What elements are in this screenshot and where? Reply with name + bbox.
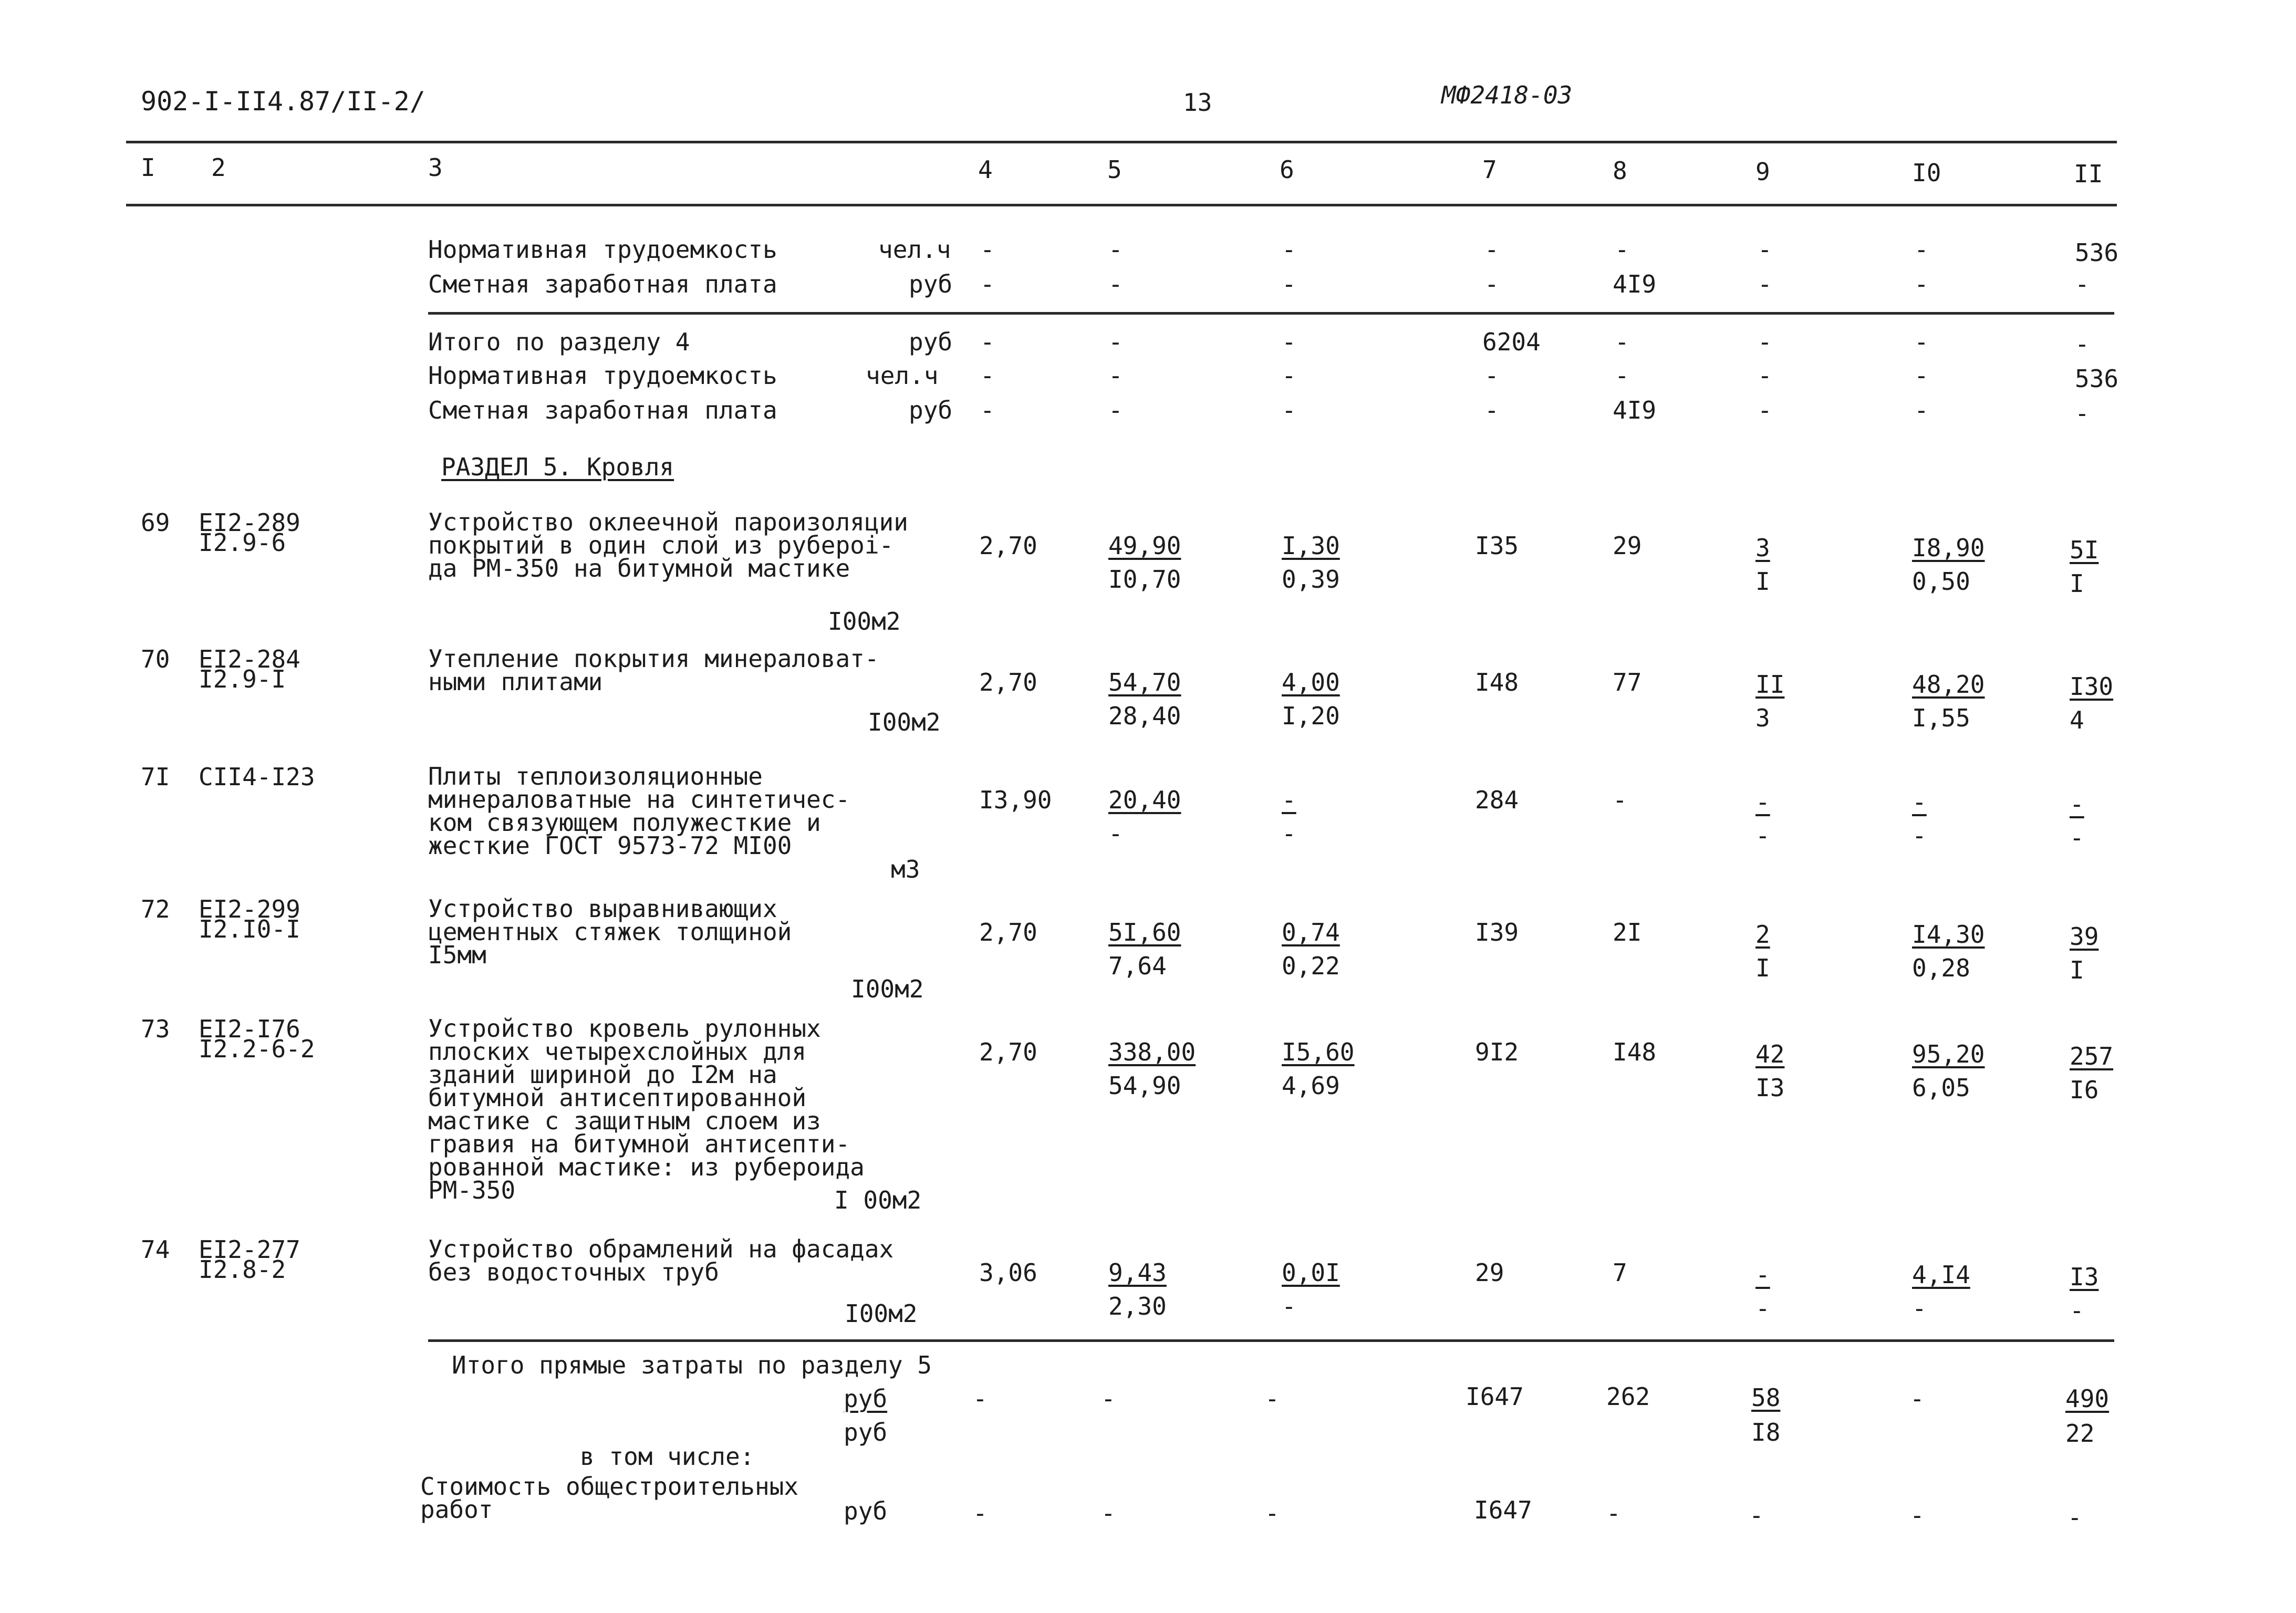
section5-rule — [428, 1339, 2114, 1342]
cell-c10b: 0,28 — [1912, 954, 1970, 982]
cell-desc: Устройство оклеечной пароизоляции покрытий в один слой из рубероi- да РМ-350 на битумной мастике — [428, 508, 908, 582]
label: Сметная заработная плата — [428, 270, 777, 298]
cell-c8: 77 — [1613, 668, 1642, 696]
cell-code1: ЕI2-277 — [199, 1235, 300, 1264]
cell: - — [1914, 235, 1929, 264]
label: Сметная заработная плата — [428, 396, 777, 424]
cell-c4: 2,70 — [979, 532, 1037, 560]
cell-c11a: - — [2070, 790, 2084, 818]
cell-c5a: 5I,60 — [1108, 918, 1181, 946]
label: Итого по разделу 4 — [428, 328, 690, 356]
cell: - — [1914, 396, 1929, 424]
cell-c8: 7 — [1613, 1258, 1627, 1287]
cell-c9a: - — [1755, 788, 1770, 816]
col-header-9: 9 — [1755, 158, 1770, 186]
col-header-2: 2 — [211, 153, 226, 182]
cell-n: 72 — [141, 895, 170, 923]
cell: - — [1606, 1499, 1621, 1527]
unit: чел.ч — [866, 361, 939, 390]
cell-n: 74 — [141, 1235, 170, 1264]
cell: - — [980, 270, 995, 298]
cell-code1: СII4-I23 — [199, 763, 315, 791]
cell: - — [1758, 361, 1772, 390]
sheet-code: МФ2418-03 — [1441, 81, 1573, 109]
cell-c11b: - — [2070, 824, 2084, 852]
col-header-5: 5 — [1107, 155, 1122, 184]
cell-c6b: 0,39 — [1282, 565, 1340, 594]
label: Нормативная трудоемкость — [428, 235, 777, 264]
cell-c4: 3,06 — [979, 1258, 1037, 1287]
col-header-10: I0 — [1912, 159, 1941, 187]
cell-code2: I2.I0-I — [199, 915, 300, 943]
unit: руб — [909, 270, 953, 298]
cell-c10a: - — [1912, 788, 1927, 816]
cell-code2: I2.9-6 — [199, 528, 286, 557]
cell-c8: - — [1613, 786, 1627, 814]
cell: - — [1758, 328, 1772, 356]
cell-c9b: I — [1755, 954, 1770, 982]
col-header-11: II — [2074, 160, 2103, 188]
page-number: 13 — [1183, 88, 1212, 117]
cell-c6b: I,20 — [1282, 702, 1340, 730]
total-unit-1: руб — [844, 1385, 888, 1413]
cell: - — [1282, 270, 1296, 298]
cell-c9b: - — [1755, 1294, 1770, 1323]
cell: - — [1484, 270, 1499, 298]
total-label: Итого прямые затраты по разделу 5 — [452, 1351, 932, 1379]
cell-c6a: I5,60 — [1282, 1038, 1355, 1066]
cell: - — [1615, 361, 1629, 390]
cell: - — [1484, 396, 1499, 424]
cell: 4I9 — [1613, 396, 1657, 424]
cell: - — [1108, 270, 1123, 298]
cell-unit: I00м2 — [851, 975, 924, 1003]
col-header-7: 7 — [1482, 155, 1497, 184]
cell: - — [980, 396, 995, 424]
cell: I8 — [1751, 1418, 1781, 1447]
col-header-3: 3 — [428, 153, 443, 182]
cell-c10b: - — [1912, 1294, 1927, 1323]
cell: - — [1282, 396, 1296, 424]
general-unit: руб — [844, 1497, 888, 1525]
cell-unit: I00м2 — [868, 708, 941, 736]
cell-c10a: I8,90 — [1912, 534, 1985, 562]
cell: - — [980, 235, 995, 264]
cell: - — [973, 1499, 988, 1527]
cell-unit: I 00м2 — [834, 1186, 922, 1214]
cell: - — [1282, 328, 1296, 356]
cell: 536 — [2075, 238, 2119, 267]
cell-c9b: I — [1755, 567, 1770, 596]
cell-n: 7I — [141, 763, 170, 791]
cell: - — [1910, 1385, 1925, 1413]
cell-c6a: 0,0I — [1282, 1258, 1340, 1287]
cell-c5b: 54,90 — [1108, 1071, 1181, 1100]
cell: - — [2075, 399, 2090, 428]
cell: - — [1282, 361, 1296, 390]
cell: - — [1910, 1501, 1925, 1529]
cell: - — [1484, 361, 1499, 390]
cell-c6a: 0,74 — [1282, 918, 1340, 946]
cell-c10a: 48,20 — [1912, 670, 1985, 699]
table-top-rule — [126, 141, 2117, 143]
cell: 262 — [1606, 1382, 1650, 1411]
cell-desc: Устройство кровель рулонных плоских четырехслойных для зданий шириной до I2м на битумной антисептированной мастике с защитным слоем из гравия на битумной антисепти- рованной мастике: из рубероида РМ-350 — [428, 1014, 865, 1204]
col-header-1: I — [141, 153, 155, 182]
cell: - — [2068, 1503, 2082, 1532]
cell-c10b: I,55 — [1912, 704, 1970, 732]
cell: - — [1101, 1385, 1116, 1413]
cell-c5a: 9,43 — [1108, 1258, 1167, 1287]
cell-desc: Плиты теплоизоляционные минераловатные на синтетичес- ком связующем полужесткие и жесткие ГОСТ 9573-72 МI00 — [428, 762, 850, 860]
cell-c10b: 6,05 — [1912, 1074, 1970, 1102]
cell: - — [1484, 235, 1499, 264]
cell-desc: Устройство выравнивающих цементных стяжек толщиной I5мм — [428, 894, 792, 969]
cell-c9b: - — [1755, 821, 1770, 850]
cell-c6a: 4,00 — [1282, 668, 1340, 696]
cell-code2: I2.8-2 — [199, 1255, 286, 1284]
cell-c11b: 4 — [2070, 706, 2084, 734]
cell-c9b: I3 — [1755, 1074, 1785, 1102]
cell: I647 — [1466, 1382, 1524, 1411]
cell-c5a: 49,90 — [1108, 532, 1181, 560]
cell-c6a: - — [1282, 786, 1296, 814]
cell-c7: I48 — [1475, 668, 1519, 696]
cell-c5b: 2,30 — [1108, 1292, 1167, 1320]
doc-code: 902-I-II4.87/II-2/ — [141, 86, 425, 117]
cell: - — [1758, 270, 1772, 298]
cell: - — [1758, 396, 1772, 424]
cell-c9a: - — [1755, 1261, 1770, 1289]
cell: I647 — [1474, 1496, 1532, 1524]
cell: - — [980, 328, 995, 356]
cell-c10a: 4,I4 — [1912, 1261, 1970, 1289]
cell: - — [1758, 235, 1772, 264]
cell-c5b: 7,64 — [1108, 952, 1167, 980]
cell-c5b: I0,70 — [1108, 565, 1181, 594]
section5-title: РАЗДЕЛ 5. Кровля — [441, 453, 674, 481]
cell-c4: 2,70 — [979, 1038, 1037, 1066]
cell-c11a: 257 — [2070, 1042, 2114, 1070]
cell-c6b: - — [1282, 819, 1296, 848]
cell: - — [1101, 1499, 1116, 1527]
cell: 22 — [2065, 1419, 2095, 1448]
cell-c7: 284 — [1475, 786, 1519, 814]
cell-c11a: 5I — [2070, 536, 2099, 564]
cell: 4I9 — [1613, 270, 1657, 298]
cell: - — [1914, 361, 1929, 390]
cell-code1: ЕI2-289 — [199, 508, 300, 537]
cell-unit: I00м2 — [828, 607, 901, 636]
label: Нормативная трудоемкость — [428, 361, 777, 390]
cell-c11a: I3 — [2070, 1263, 2099, 1291]
total-unit-2: руб — [844, 1418, 888, 1447]
cell-c5a: 20,40 — [1108, 786, 1181, 814]
including-label: в том числе: — [580, 1442, 755, 1471]
cell-code2: I2.2-6-2 — [199, 1035, 315, 1063]
cell: 58 — [1751, 1383, 1781, 1412]
cell-c11b: - — [2070, 1296, 2084, 1325]
cell-n: 69 — [141, 508, 170, 537]
cell-c8: 2I — [1613, 918, 1642, 946]
cell: - — [2075, 330, 2090, 358]
cell: 6204 — [1482, 328, 1541, 356]
cell: - — [1914, 270, 1929, 298]
cell-c10a: I4,30 — [1912, 920, 1985, 949]
cell-code1: ЕI2-I76 — [199, 1015, 300, 1043]
cell-desc: Устройство обрамлений на фасадах без водосточных труб — [428, 1235, 894, 1286]
cell-c5a: 338,00 — [1108, 1038, 1196, 1066]
col-header-6: 6 — [1280, 155, 1294, 184]
cell-c5b: - — [1108, 819, 1123, 848]
cell-c7: 9I2 — [1475, 1038, 1519, 1066]
cell: 490 — [2065, 1385, 2110, 1413]
cell-unit: м3 — [891, 855, 920, 883]
header-bottom-rule — [126, 204, 2117, 206]
cell-desc: Утепление покрытия минераловат- ными плитами — [428, 644, 879, 696]
unit: руб — [909, 396, 953, 424]
cell-c6b: 4,69 — [1282, 1071, 1340, 1100]
cell-unit: I00м2 — [845, 1299, 918, 1328]
cell-c11b: I6 — [2070, 1076, 2099, 1104]
cell-c6b: - — [1282, 1292, 1296, 1320]
cell-c11a: I30 — [2070, 672, 2114, 701]
cell-c9b: 3 — [1755, 704, 1770, 732]
cell-c8: 29 — [1613, 532, 1642, 560]
cell-c11b: I — [2070, 569, 2084, 598]
cell: - — [1108, 361, 1123, 390]
cell: - — [1108, 328, 1123, 356]
cell: - — [1265, 1499, 1280, 1527]
cell-c7: I39 — [1475, 918, 1519, 946]
cell-n: 70 — [141, 645, 170, 673]
cell-c7: I35 — [1475, 532, 1519, 560]
cell-c9a: 42 — [1755, 1040, 1785, 1068]
cell-c11b: I — [2070, 956, 2084, 984]
section4-rule — [428, 312, 2114, 315]
cell-c5b: 28,40 — [1108, 702, 1181, 730]
cell-c6b: 0,22 — [1282, 952, 1340, 980]
cell-c6a: I,30 — [1282, 532, 1340, 560]
cell: 536 — [2075, 365, 2119, 393]
unit: чел.ч — [878, 235, 951, 264]
cell: - — [1265, 1385, 1280, 1413]
col-header-8: 8 — [1613, 157, 1627, 185]
cell: - — [1615, 328, 1629, 356]
cell: - — [1108, 235, 1123, 264]
cell-c7: 29 — [1475, 1258, 1504, 1287]
cell: - — [2075, 270, 2090, 298]
cell-code2: I2.9-I — [199, 665, 286, 693]
cell-code1: ЕI2-299 — [199, 895, 300, 923]
cell-c9a: 3 — [1755, 534, 1770, 562]
cell-c10b: - — [1912, 821, 1927, 850]
cell: - — [973, 1385, 988, 1413]
cell: - — [980, 361, 995, 390]
cell: - — [1282, 235, 1296, 264]
cell: - — [1615, 235, 1629, 264]
general-works-label: Стоимость общестроительных работ — [420, 1472, 799, 1524]
cell-code1: ЕI2-284 — [199, 645, 300, 673]
cell-c4: 2,70 — [979, 668, 1037, 696]
cell-c10b: 0,50 — [1912, 567, 1970, 596]
cell-c9a: II — [1755, 670, 1785, 699]
cell-c4: I3,90 — [979, 786, 1052, 814]
cell-c8: I48 — [1613, 1038, 1657, 1066]
cell-n: 73 — [141, 1015, 170, 1043]
cell-c9a: 2 — [1755, 920, 1770, 949]
cell-c5a: 54,70 — [1108, 668, 1181, 696]
cell: - — [1749, 1501, 1764, 1529]
col-header-4: 4 — [978, 155, 993, 184]
cell-c11a: 39 — [2070, 922, 2099, 951]
cell: - — [1108, 396, 1123, 424]
cell-c10a: 95,20 — [1912, 1040, 1985, 1068]
cell-c4: 2,70 — [979, 918, 1037, 946]
unit: руб — [909, 328, 953, 356]
cell: - — [1914, 328, 1929, 356]
